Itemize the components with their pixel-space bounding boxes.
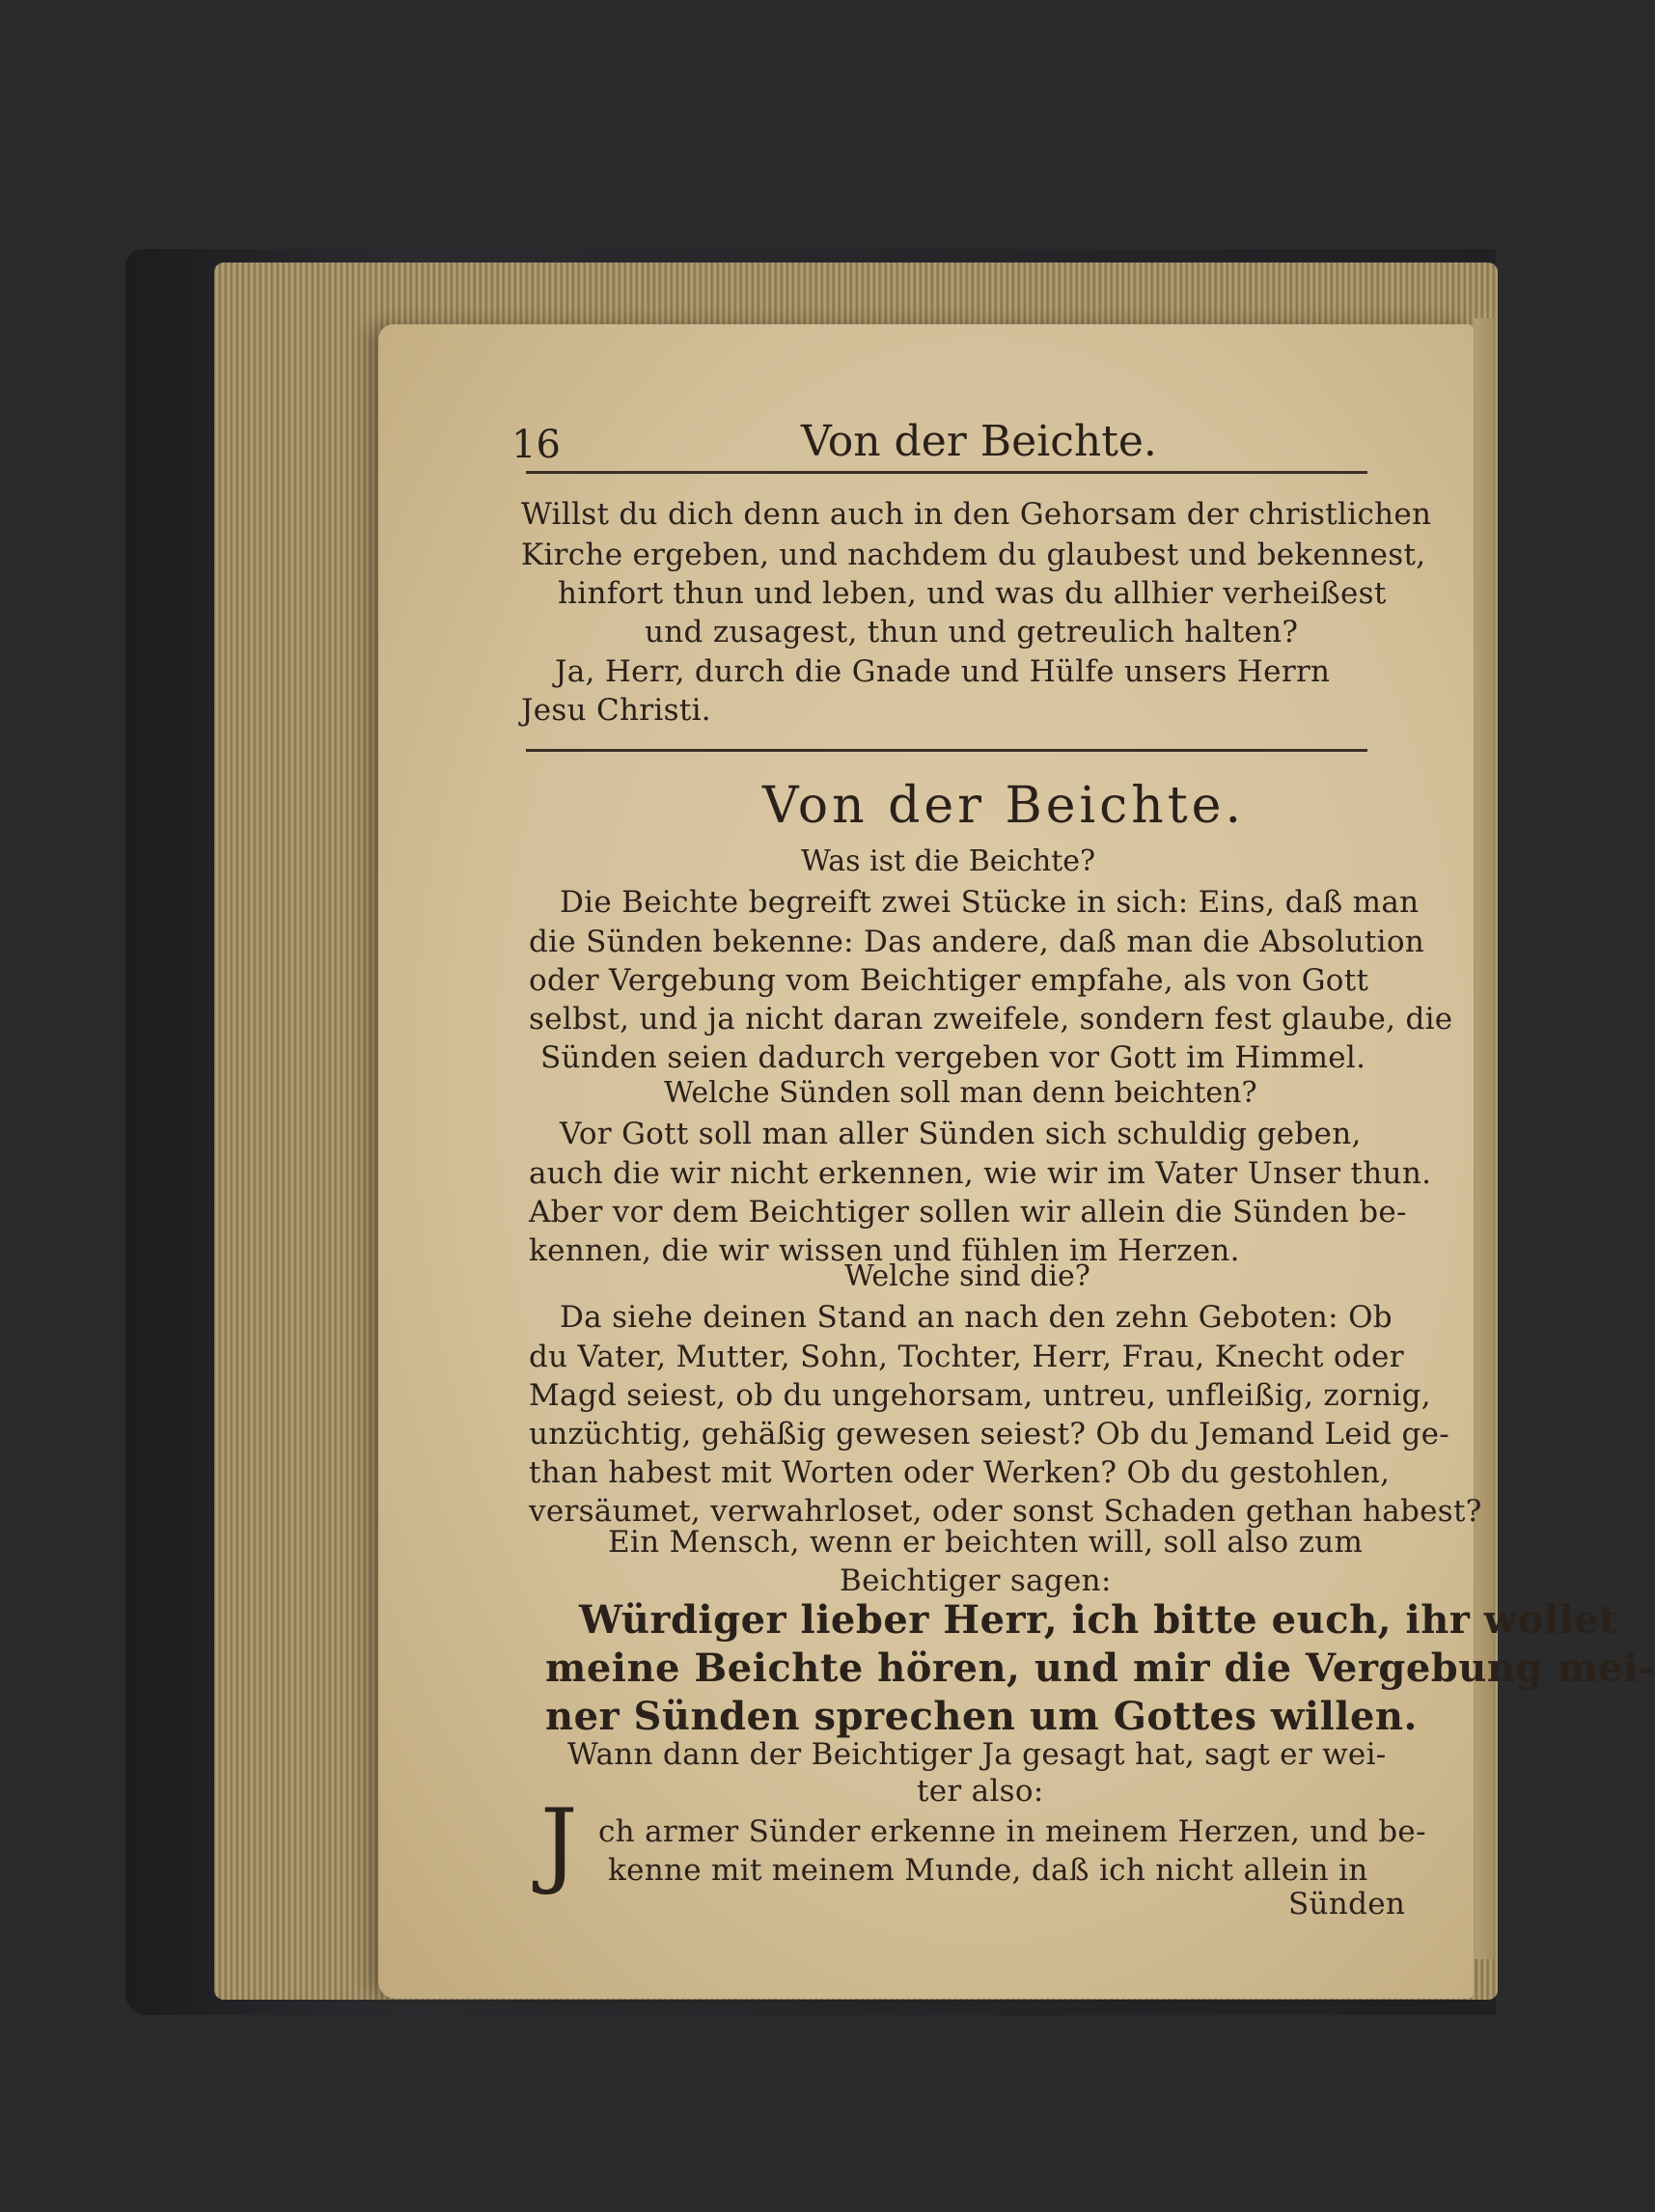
drop-cap: J xyxy=(540,1789,578,1897)
text-line: und zusagest, thun und getreulich halten? xyxy=(645,615,1299,650)
text-line: than habest mit Worten oder Werken? Ob du gestohlen, xyxy=(529,1455,1391,1490)
section-rule xyxy=(526,749,1367,752)
text-line: Aber vor dem Beichtiger sollen wir allein die Sünden be- xyxy=(529,1195,1407,1230)
text-line: du Vater, Mutter, Sohn, Tochter, Herr, Frau, Knecht oder xyxy=(529,1340,1404,1374)
text-line: Kirche ergeben, und nachdem du glaubest und bekennest, xyxy=(521,538,1426,572)
text-line: Jesu Christi. xyxy=(521,693,711,728)
text-line: Beichtiger sagen: xyxy=(840,1563,1112,1598)
text-line: kenne mit meinem Munde, daß ich nicht allein in xyxy=(608,1853,1368,1888)
catchword: Sünden xyxy=(1288,1887,1406,1922)
running-title: Von der Beichte. xyxy=(801,417,1157,466)
question: Was ist die Beichte? xyxy=(801,844,1096,878)
text-line: Wann dann der Beichtiger Ja gesagt hat, sagt er wei- xyxy=(567,1737,1387,1772)
text-line: Die Beichte begreift zwei Stücke in sich: Eins, daß man xyxy=(560,885,1420,920)
text-line: kennen, die wir wissen und fühlen im Herzen. xyxy=(529,1233,1240,1268)
text-line: Willst du dich denn auch in den Gehorsam der christlichen xyxy=(521,497,1432,532)
text-line: Ein Mensch, wenn er beichten will, soll also zum xyxy=(608,1525,1364,1560)
prayer-line: Würdiger lieber Herr, ich bitte euch, ihr wollet xyxy=(579,1597,1618,1643)
text-line: Da siehe deinen Stand an nach den zehn Geboten: Ob xyxy=(560,1300,1393,1335)
text-line: hinfort thun und leben, und was du allhier verheißest xyxy=(558,576,1387,611)
text-line: auch die wir nicht erkennen, wie wir im Vater Unser thun. xyxy=(529,1156,1432,1191)
text-line: ch armer Sünder erkenne in meinem Herzen, und be- xyxy=(598,1814,1426,1849)
text-line: versäumet, verwahrloset, oder sonst Schaden gethan habest? xyxy=(529,1494,1482,1529)
header-rule xyxy=(526,471,1367,474)
prayer-line: meine Beichte hören, und mir die Vergebung mei- xyxy=(545,1645,1655,1691)
text-line: Vor Gott soll man aller Sünden sich schuldig geben, xyxy=(560,1117,1362,1151)
prayer-line: ner Sünden sprechen um Gottes willen. xyxy=(545,1694,1418,1739)
text-line: Sünden seien dadurch vergeben vor Gott im Himmel. xyxy=(540,1040,1366,1075)
text-line: Magd seiest, ob du ungehorsam, untreu, unfleißig, zornig, xyxy=(529,1378,1431,1413)
text-line: Ja, Herr, durch die Gnade und Hülfe unsers Herrn xyxy=(555,654,1331,689)
question: Welche sind die? xyxy=(844,1259,1090,1293)
text-line: ter also: xyxy=(917,1774,1044,1809)
section-title: Von der Beichte. xyxy=(762,777,1245,835)
question: Welche Sünden soll man denn beichten? xyxy=(664,1076,1257,1110)
text-line: unzüchtig, gehäßig gewesen seiest? Ob du Jemand Leid ge- xyxy=(529,1417,1450,1452)
text-line: selbst, und ja nicht daran zweifele, sondern fest glaube, die xyxy=(529,1002,1453,1037)
text-line: die Sünden bekenne: Das andere, daß man die Absolution xyxy=(529,925,1425,959)
facing-page-edge xyxy=(1475,318,1494,1959)
page-number: 16 xyxy=(511,423,561,467)
text-line: oder Vergebung vom Beichtiger empfahe, als von Gott xyxy=(529,963,1369,998)
